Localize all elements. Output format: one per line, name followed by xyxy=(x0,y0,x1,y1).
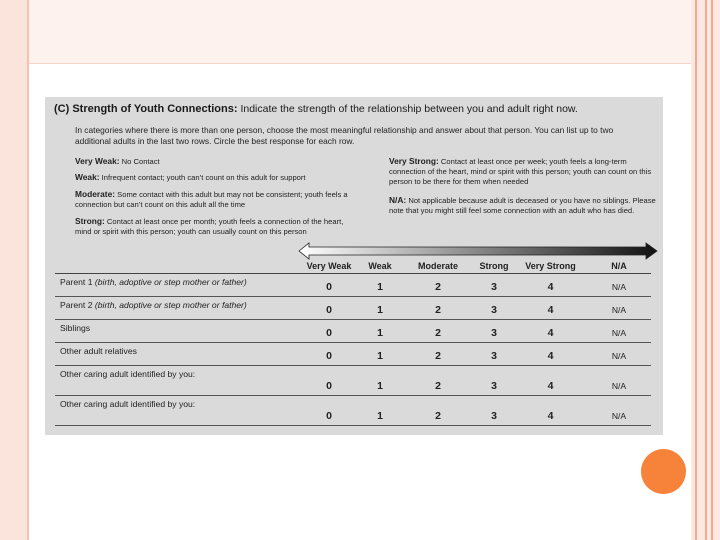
scale-gradient-arrow xyxy=(298,241,658,261)
option-na[interactable]: N/A xyxy=(587,273,651,296)
row-label-text: Siblings xyxy=(60,322,91,333)
row-label xyxy=(55,395,300,425)
definition-text: Infrequent contact; youth can’t count on this adult for support xyxy=(101,173,306,182)
definition-text: Some contact with this adult but may not be consistent; youth feels a connection but can’t count on this adult all the time xyxy=(75,190,348,209)
option-very-weak[interactable]: 0 xyxy=(300,395,358,425)
option-very-weak[interactable]: 0 xyxy=(300,342,358,365)
orange-circle-decoration xyxy=(641,449,686,494)
option-very-weak[interactable]: 0 xyxy=(300,296,358,319)
row-label-text: Parent 1 xyxy=(60,276,93,287)
slide-title-divider xyxy=(29,63,691,64)
table-header-row xyxy=(55,259,651,273)
option-very-weak[interactable]: 0 xyxy=(300,319,358,342)
row-label xyxy=(55,296,300,319)
col-header: Strong xyxy=(479,260,509,271)
definition-text: Contact at least once per month; youth feels a connection of the heart, mind or spirit with this person; youth can usually count on this person xyxy=(75,217,344,236)
table-row xyxy=(55,342,651,365)
definition-term: Weak: xyxy=(75,172,100,182)
section-intro: In categories where there is more than one person, choose the most meaningful relationship and answer about that person. You can list up to two additional adults in the last two rows. Circle the best response for each row. xyxy=(75,125,614,146)
row-label xyxy=(55,365,300,395)
option-strong[interactable]: 3 xyxy=(474,395,514,425)
col-header: Very Weak xyxy=(306,260,352,271)
row-label-text: Other caring adult identified by you: xyxy=(60,368,196,379)
col-header: Moderate xyxy=(417,260,458,271)
section-heading-desc: Indicate the strength of the relationship between you and adult right now. xyxy=(240,103,578,115)
option-moderate[interactable]: 2 xyxy=(402,342,474,365)
row-label-text: Parent 2 xyxy=(60,299,93,310)
definition-term: Very Strong: xyxy=(389,156,439,166)
row-label xyxy=(55,319,300,342)
section-heading xyxy=(54,103,578,115)
option-very-weak[interactable]: 0 xyxy=(300,365,358,395)
row-label-detail: (birth, adoptive or step mother or father) xyxy=(94,276,247,287)
row-label xyxy=(55,273,300,296)
definition-term: Moderate: xyxy=(75,189,116,199)
row-label-detail: (birth, adoptive or step mother or father) xyxy=(94,299,247,310)
option-strong[interactable]: 3 xyxy=(474,273,514,296)
slide-title-area xyxy=(29,0,691,63)
table-row xyxy=(55,273,651,296)
option-na[interactable]: N/A xyxy=(587,365,651,395)
option-na[interactable]: N/A xyxy=(587,395,651,425)
option-strong[interactable]: 3 xyxy=(474,342,514,365)
slide-left-line xyxy=(27,0,29,540)
definition-term: Strong: xyxy=(75,216,105,226)
option-moderate[interactable]: 2 xyxy=(402,365,474,395)
definition-term: N/A: xyxy=(389,195,407,205)
col-header: N/A xyxy=(611,260,627,271)
option-weak[interactable]: 1 xyxy=(358,273,402,296)
option-strong[interactable]: 3 xyxy=(474,319,514,342)
option-very-weak[interactable]: 0 xyxy=(300,273,358,296)
col-header: Very Strong xyxy=(525,260,576,271)
row-label-text: Other adult relatives xyxy=(60,345,137,356)
option-na[interactable]: N/A xyxy=(587,342,651,365)
section-heading-title: (C) Strength of Youth Connections: xyxy=(54,103,238,115)
option-moderate[interactable]: 2 xyxy=(402,296,474,319)
header-label-col xyxy=(55,259,300,273)
option-strong[interactable]: 3 xyxy=(474,296,514,319)
definition-na xyxy=(389,195,659,216)
slide-left-band xyxy=(0,0,27,540)
option-weak[interactable]: 1 xyxy=(358,319,402,342)
connections-table xyxy=(55,259,651,426)
option-very-strong[interactable]: 4 xyxy=(514,395,587,425)
survey-panel xyxy=(45,97,663,435)
definition-term: Very Weak: xyxy=(75,156,120,166)
definition-very-weak xyxy=(75,156,375,167)
definition-very-strong xyxy=(389,156,659,187)
option-very-strong[interactable]: 4 xyxy=(514,319,587,342)
definition-text: Contact at least once per week; youth feels a long-term connection of the heart, mind or spirit with this person; youth can count on this person to be there for them when needed xyxy=(389,157,652,186)
definition-text: Not applicable because adult is deceased or you have no siblings. Please note that you might still feel some connection with an adult who has died. xyxy=(389,196,656,215)
option-weak[interactable]: 1 xyxy=(358,342,402,365)
row-label-text: Other caring adult identified by you: xyxy=(60,398,196,409)
option-moderate[interactable]: 2 xyxy=(402,395,474,425)
option-na[interactable]: N/A xyxy=(587,296,651,319)
option-very-strong[interactable]: 4 xyxy=(514,365,587,395)
option-strong[interactable]: 3 xyxy=(474,365,514,395)
option-very-strong[interactable]: 4 xyxy=(514,342,587,365)
col-header: Weak xyxy=(368,260,392,271)
option-very-strong[interactable]: 4 xyxy=(514,296,587,319)
option-very-strong[interactable]: 4 xyxy=(514,273,587,296)
option-weak[interactable]: 1 xyxy=(358,365,402,395)
table-row xyxy=(55,395,651,425)
definition-strong xyxy=(75,216,347,237)
option-na[interactable]: N/A xyxy=(587,319,651,342)
table-row xyxy=(55,365,651,395)
option-weak[interactable]: 1 xyxy=(358,395,402,425)
option-moderate[interactable]: 2 xyxy=(402,319,474,342)
option-moderate[interactable]: 2 xyxy=(402,273,474,296)
slide-right-band xyxy=(713,0,720,540)
row-label xyxy=(55,342,300,365)
table-row xyxy=(55,296,651,319)
definition-text: No Contact xyxy=(121,157,160,166)
table-row xyxy=(55,319,651,342)
definition-moderate xyxy=(75,189,375,210)
option-weak[interactable]: 1 xyxy=(358,296,402,319)
slide-right-band xyxy=(697,0,705,540)
definition-weak xyxy=(75,172,375,183)
